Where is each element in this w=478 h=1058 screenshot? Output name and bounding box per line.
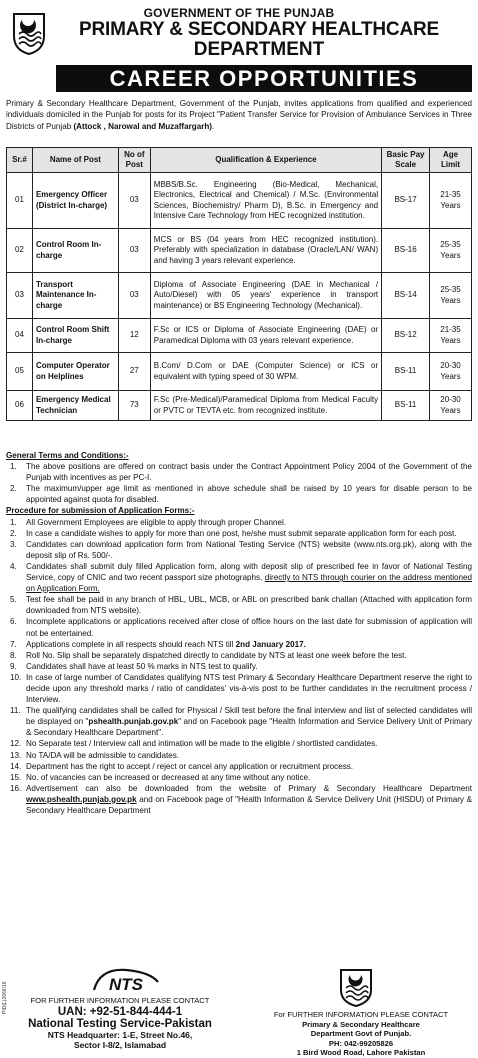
nts-contact-block <box>4 996 236 1050</box>
procedure-item-4-underlined: directly to NTS through courier on the address mentioned on Application Form. <box>26 573 473 594</box>
general-terms-heading: General Terms and Conditions:- <box>6 451 129 460</box>
procedure-item-11 <box>26 705 472 738</box>
cell-sr: 01 <box>7 173 33 229</box>
posts-table <box>6 147 472 421</box>
cell-post-name: Control Room In-charge <box>32 229 118 273</box>
table-header-row <box>7 148 472 173</box>
website-link[interactable]: pshealth.punjab.gov.pk <box>88 717 179 727</box>
list-item: 7. Applications complete in all respects should reach NTS till 2nd January 2017. <box>6 639 472 650</box>
list-item: 14. Department has the right to accept / reject or cancel any application or recruitment process. <box>6 761 472 772</box>
list-item: 4. Candidates shall submit duly filled Application form, along with deposit slip of prescribed fee in favor of National Testing Service, copy of CNIC and two recent passport size photographs, directly to NTS through courier on the address mentioned on Application Form. <box>10 561 473 594</box>
cell-pay-scale: BS-16 <box>382 229 430 273</box>
table-row <box>7 391 472 421</box>
cell-pay-scale: BS-14 <box>382 273 430 319</box>
publication-code: PID(L)2666/16 <box>2 981 8 1014</box>
list-item: 15. No. of vacancies can be increased or decreased at any time without any notice. <box>6 772 472 783</box>
intro-paragraph <box>6 98 472 132</box>
procedure-item-10: In case of large number of Candidates qualifying NTS test Primary & Secondary Healthcare Department reserve the right to decide upon any threshold marks / ratio of candidates' vis-à-vis post to be further candidates in the recruitment process / Interview. <box>26 672 472 705</box>
deadline-date: 2nd January 2017. <box>235 639 306 649</box>
cell-qualification: F.Sc or ICS or Diploma of Associate Engineering (DAE) or Paramedical Diploma with 03 years relevant experience. <box>150 319 381 353</box>
government-title: GOVERNMENT OF THE PUNJAB <box>143 6 335 20</box>
table-row <box>7 229 472 273</box>
procedure-item-4-text: Candidates shall submit duly filled Application form, along with deposit slip of prescribed fee in favor of National Testing Service, copy of CNIC and two recent passport size photographs, <box>26 561 472 583</box>
cell-pay-scale: BS-17 <box>382 173 430 229</box>
list-item: 13. No TA/DA will be admissible to candidates. <box>6 750 472 761</box>
list-item: 1. The above positions are offered on contract basis under the Contract Appointment Policy 2004 of the Government of the Punjab with incentives as per PC-I. <box>10 462 472 483</box>
terms-section <box>6 450 472 816</box>
cell-pay-scale: BS-11 <box>382 353 430 391</box>
procedure-item-5: Test fee shall be paid in any branch of HBL, UBL, MCB, or ABL on prescribed bank challan (Attached with application form downloaded from NTS website). <box>26 595 472 616</box>
procedure-item-3: Candidates can download application form from National Testing Service (NTS) website (www.nts.org.pk), along with the deposit slip of Rs. 500/-. <box>26 539 472 560</box>
list-item: 5. Test fee shall be paid in any branch of HBL, UBL, MCB, or ABL on prescribed bank challan (Attached with application form downloaded from NTS website). <box>10 595 472 616</box>
procedure-item-16 <box>26 783 472 816</box>
procedure-item-8: Roll No. Slip shall be separately dispatched directly to candidate by NTS at least one week before the test. <box>26 650 407 660</box>
list-item: 12. No Separate test / Interview call and intimation will be made to the eligible / shortlisted candidates. <box>6 738 472 749</box>
procedure-item-1: All Government Employees are eligible to apply through proper Channel. <box>26 517 287 527</box>
department-address: 1 Bird Wood Road, Lahore Pakistan <box>296 1048 426 1058</box>
nts-contact-heading: FOR FURTHER INFORMATION PLEASE CONTACT <box>30 996 210 1005</box>
cell-post-count: 03 <box>118 173 150 229</box>
procedure-item-15: No. of vacancies can be increased or decreased at any time without any notice. <box>26 772 311 782</box>
cell-sr: 03 <box>7 273 33 319</box>
punjab-seal-icon <box>338 966 374 1008</box>
cell-post-count: 27 <box>118 353 150 391</box>
cell-qualification: MCS or BS (04 years from HEC recognized institution). Preferably with specialization in database (Oracle/LAN/ WAN) and having 3 years relevant experience. <box>150 229 381 273</box>
general-term-2: The maximum/upper age limit as mentioned in above schedule shall be raised by 10 years for disable person to be appointed against quota for disabled. <box>26 484 472 505</box>
list-item: 11. The qualifying candidates shall be called for Physical / Skill test before the final interview and list of selected candidates will be displayed on "pshealth.punjab.gov.pk" and on Facebook page "Health Information and Service Delivery Unit of Primary & Secondary Healthcare Department". <box>10 706 472 738</box>
procedure-item-14: Department has the right to accept / reject or cancel any application or recruitment process. <box>26 761 354 771</box>
list-item: 8. Roll No. Slip shall be separately dispatched directly to candidate by NTS at least one week before the test. <box>6 650 472 661</box>
col-header-sr: Sr.# <box>7 148 33 173</box>
department-name-line1: Primary & Secondary Healthcare <box>302 1019 420 1029</box>
procedure-item-16-rest: and on Facebook page of "Health Information & Service Delivery Unit (HISDU) of Primary & Secondary Healthcare Department <box>26 794 472 815</box>
cell-age-limit: 25-35 Years <box>430 229 472 273</box>
table-row <box>7 273 472 319</box>
nts-org-name: National Testing Service-Pakistan <box>28 1018 212 1030</box>
cell-post-name: Transport Maintenance In-charge <box>32 273 118 319</box>
col-header-pay-scale: Basic Pay Scale <box>382 148 430 173</box>
procedure-item-12: No Separate test / Interview call and intimation will be made to the eligible / shortlisted candidates. <box>26 739 378 749</box>
cell-age-limit: 20-30 Years <box>430 353 472 391</box>
cell-pay-scale: BS-11 <box>382 391 430 421</box>
general-term-1: The above positions are offered on contract basis under the Contract Appointment Policy 2004 of the Government of the Punjab with incentives as per PC-I. <box>26 462 472 483</box>
advertisement-page <box>2 4 474 1058</box>
website-link[interactable]: www.pshealth.punjab.gov.pk <box>26 794 137 804</box>
list-item: 10. In case of large number of Candidates qualifying NTS test Primary & Secondary Healthcare Department reserve the right to decide upon any threshold marks / ratio of candidates' vis-à-vis post to be further candidates in the recruitment process / Interview. <box>10 672 472 705</box>
procedure-item-13: No TA/DA will be admissible to candidates. <box>26 750 180 760</box>
col-header-qualification: Qualification & Experience <box>150 148 381 173</box>
department-title-line2: DEPARTMENT <box>193 39 325 60</box>
table-row <box>7 353 472 391</box>
cell-age-limit: 21-35 Years <box>430 173 472 229</box>
procedure-item-11-rest: " and on Facebook page "Health Information and Service Delivery Unit of Primary & Secondary Healthcare Department". <box>26 717 472 738</box>
department-contact-heading: For FURTHER INFORMATION PLEASE CONTACT <box>273 1010 449 1019</box>
procedure-item-2: In case a candidate wishes to apply for more than one post, he/she must submit separate application form for each post. <box>26 528 457 538</box>
procedure-item-7 <box>26 639 472 650</box>
nts-address-line2: Sector I-8/2, Islamabad <box>73 1040 167 1050</box>
cell-pay-scale: BS-12 <box>382 319 430 353</box>
department-contact-block <box>248 1010 474 1058</box>
cell-sr: 06 <box>7 391 33 421</box>
cell-post-count: 03 <box>118 273 150 319</box>
cell-post-name: Control Room Shift In-charge <box>32 319 118 353</box>
col-header-count: No of Post <box>118 148 150 173</box>
procedure-item-9: Candidates shall have at least 50 % marks in NTS test to qualify. <box>26 661 258 671</box>
cell-post-count: 03 <box>118 229 150 273</box>
cell-post-count: 12 <box>118 319 150 353</box>
table-row <box>7 173 472 229</box>
cell-sr: 04 <box>7 319 33 353</box>
procedure-item-4 <box>26 561 472 594</box>
cell-qualification: F.Sc (Pre-Medical)/Paramedical Diploma from Medical Faculty or PVTC or TEVTA etc. from recognized institute. <box>150 391 381 421</box>
cell-age-limit: 25-35 Years <box>430 273 472 319</box>
cell-post-count: 73 <box>118 391 150 421</box>
cell-post-name: Computer Operator on Helplines <box>32 353 118 391</box>
cell-qualification: B.Com/ D.Com or DAE (Computer Science) or ICS or equivalent with typing speed of 30 WPM. <box>150 353 381 391</box>
procedure-item-7-text: Applications complete in all respects should reach NTS till <box>26 639 236 649</box>
cell-post-name: Emergency Medical Technician <box>32 391 118 421</box>
list-item: 1. All Government Employees are eligible to apply through proper Channel. <box>6 517 472 528</box>
list-item: 16. Advertisement can also be downloaded from the website of Primary & Secondary Healthcare Department www.pshealth.punjab.gov.pk and on Facebook page of "Health Information & Service Delivery Unit (HISDU) of Primary & Secondary Healthcare Department <box>10 783 472 815</box>
department-title-line1: PRIMARY & SECONDARY HEALTHCARE <box>79 19 439 40</box>
table-row <box>7 319 472 353</box>
nts-logo-text: NTS <box>109 975 143 994</box>
cell-age-limit: 21-35 Years <box>430 319 472 353</box>
cell-sr: 02 <box>7 229 33 273</box>
cell-qualification: Diploma of Associate Engineering (DAE in Mechanical / Auto/Diesel) with 05 years' experience in transport maintenance) or BS Engineering Technology (Mechanical). <box>150 273 381 319</box>
intro-districts: (Attock , Narowal and Muzaffargarh) <box>73 121 212 131</box>
cell-post-name: Emergency Officer (District In-charge) <box>32 173 118 229</box>
career-banner: CAREER OPPORTUNITIES <box>56 65 472 92</box>
cell-sr: 05 <box>7 353 33 391</box>
nts-address-line1: NTS Headquarter: 1-E, Street No.46, <box>47 1030 193 1040</box>
nts-logo-icon <box>90 966 162 994</box>
department-name-line2: Department Govt of Punjab. <box>310 1029 412 1039</box>
procedure-item-16-text: Advertisement can also be downloaded from the website of Primary & Secondary Healthcare Department <box>26 783 472 793</box>
intro-end: . <box>212 121 215 131</box>
cell-qualification: MBBS/B.Sc. Engineering (Bio-Medical, Mechanical, Electronics, Electrical and Chemical) / M.Sc. (Environmental Sciences, Biochemistry/ Pharm D), B.Sc. in Emergency and Intensive Care Technology from HEC recognized institution. <box>150 173 381 229</box>
list-item: 9. Candidates shall have at least 50 % marks in NTS test to qualify. <box>6 661 472 672</box>
list-item: 2. The maximum/upper age limit as mentioned in above schedule shall be raised by 10 years for disable person to be appointed against quota for disabled. <box>10 484 472 505</box>
nts-uan: UAN: +92-51-844-444-1 <box>57 1006 183 1018</box>
procedure-item-11-text: The qualifying candidates shall be called for Physical / Skill test before the final interview and list of selected candidates will be displayed on " <box>26 706 472 727</box>
procedure-item-6: Incomplete applications or applications received after close of office hours on the last date for submission of application will not be entertained. <box>26 617 472 638</box>
list-item: 6. Incomplete applications or applications received after close of office hours on the last date for submission of application will not be entertained. <box>10 617 472 638</box>
intro-text: Primary & Secondary Healthcare Department, Government of the Punjab, invites applications from qualified and experienced individuals domiciled in the Punjab for posts for its Project "Patient Transfer Service for Provision of Ambulance Services in Three Districts of Punjab <box>6 99 472 131</box>
list-item: 2. In case a candidate wishes to apply for more than one post, he/she must submit separate application form for each post. <box>6 528 472 539</box>
procedure-heading: Procedure for submission of Application Forms:- <box>6 506 195 516</box>
list-item: 3. Candidates can download application form from National Testing Service (NTS) website (www.nts.org.pk), along with the deposit slip of Rs. 500/-. <box>10 539 472 560</box>
department-phone: PH: 042-99205826 <box>328 1038 394 1048</box>
col-header-age: Age Limit <box>430 148 472 173</box>
cell-age-limit: 20-30 Years <box>430 391 472 421</box>
footer <box>4 964 474 1058</box>
col-header-name: Name of Post <box>32 148 118 173</box>
header <box>4 4 474 91</box>
